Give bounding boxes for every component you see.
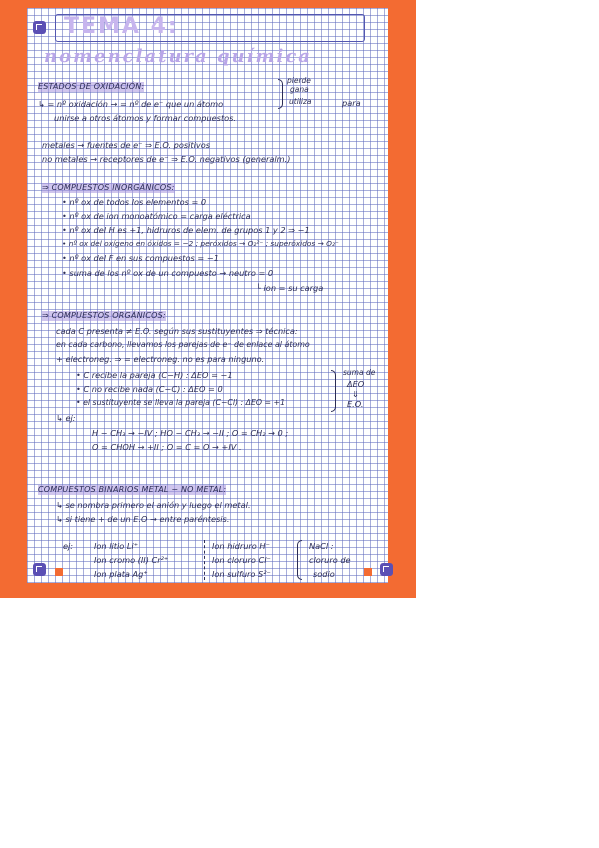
binary-rule: ↳ se nombra primero el anión y luego el metal. [56,500,251,510]
brace-word: pierde [287,76,311,85]
section-heading-organic: ⇒ COMPUESTOS ORGÁNICOS: [42,311,166,320]
brace-word: utiliza [289,97,312,106]
section-heading-binary: COMPUESTOS BINARIOS METAL − NO METAL: [38,485,227,494]
corner-dot [364,568,372,576]
example-line: O = CHOH → +II ; O = C = O → +IV . [92,442,242,452]
brace-word: gana [290,85,309,94]
compound-example: cloruro de [309,555,351,565]
ion-example: Ion hidruro H⁻ [212,541,270,551]
brace [278,79,283,109]
nonmetals-note: no metales → receptores de e⁻ ⇒ E.O. negativos (generalm.) [42,154,291,164]
side-note: suma de [343,368,376,377]
oxidation-definition-cont: unirse a otros átomos y formar compuestos. [54,113,237,123]
binary-rule: ↳ si tiene + de un E.O → entre paréntesis. [56,514,230,524]
ion-example: Ion plata Ag⁺ [94,569,148,579]
grid-paper [27,8,388,583]
brand-logo-icon [33,563,46,576]
list-item: • nº ox del oxígeno en óxidos = −2 ; peróxidos → O₂²⁻ ; superóxidos → O₂⁻ [62,239,339,248]
corner-dot [55,568,63,576]
ion-example: Ion cromo (II) Cr²⁺ [94,555,169,565]
section-heading-oxidation: ESTADOS DE OXIDACIÓN: [38,82,145,91]
side-note: E.O. [347,399,364,409]
organic-rule: • el sustituyente se lleva la pareja (C−Cl) : ΔEO = +1 [76,398,286,407]
brand-logo-icon [33,21,46,34]
list-item: • suma de los nº ox de un compuesto → neutro = 0 [62,268,274,278]
ion-example: Ion sulfuro S²⁻ [212,569,271,579]
organic-rule: • C recibe la pareja (C−H) : ΔEO = −1 [76,370,233,380]
example-label: ↳ ej: [56,413,76,423]
example-label: ej: [63,541,74,551]
ion-example: Ion litio Li⁺ [94,541,139,551]
organic-text: + electroneg. ⇒ = electroneg. no es para ninguno. [56,354,265,364]
organic-text: cada C presenta ≠ E.O. según sus sustituyentes ⇒ técnica: [56,326,298,336]
list-item: • nº ox de ion monoatómico = carga eléctrica [62,211,251,221]
organic-text: en cada carbono, llevamos los parejas de e⁻ de enlace al átomo [56,340,310,349]
page-title: TEMA 4: [64,14,179,39]
oxidation-definition: ↳ = nº oxidación → = nº de e⁻ que un átomo [38,99,224,109]
example-line: H − CH₃ → −IV ; HO − CH₃ → −II ; O = CH₂ → 0 ; [92,428,289,438]
oxidation-definition-end: para [342,98,361,108]
ion-example: Ion cloruro Cl⁻ [212,555,271,565]
side-note: ⇓ [352,389,359,399]
brand-logo-icon [380,563,393,576]
brace [331,370,336,412]
side-note: ΔEO [347,379,365,389]
organic-rule: • C no recibe nada (C−C) : ΔEO = 0 [76,384,223,394]
page-subtitle: nomenclatura química [44,46,312,67]
list-item: • nº ox del F en sus compuestos = −1 [62,253,219,263]
compound-example: sodio [313,569,335,579]
column-divider [204,540,205,580]
list-item: • nº ox de todos los elementos = 0 [62,197,207,207]
compound-example: NaCl : [309,541,334,551]
metals-note: metales → fuentes de e⁻ ⇒ E.O. positivos [42,140,211,150]
list-item: • nº ox del H es +1, hidruros de elem. de grupos 1 y 2 ⇒ −1 [62,225,310,235]
ion-charge-note: └ ion = su carga [256,283,324,293]
section-heading-inorganic: ⇒ COMPUESTOS INORGÁNICOS: [42,183,175,192]
brace [297,540,302,580]
